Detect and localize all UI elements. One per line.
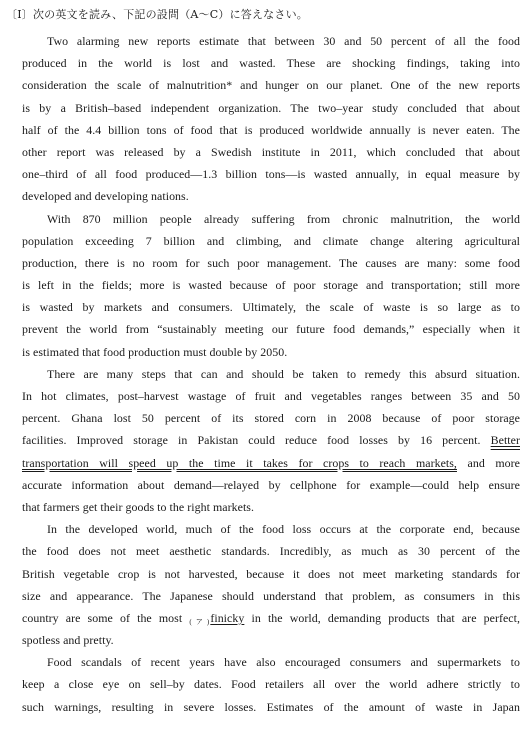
paragraph-1 [22, 30, 520, 208]
paragraph-line-text: in the world, demanding products that are perfect, [251, 610, 521, 625]
underlined-phrase-start: Better [490, 433, 520, 448]
underlined-keyword: finicky [210, 610, 245, 625]
paragraph-line: consideration the scale of malnutrition* and hunger on our planet. One of the new reports [22, 78, 520, 93]
paragraph-line [22, 452, 520, 474]
paragraph-line: is estimated that food production must double by 2050. [22, 344, 288, 359]
paragraph-line: Food scandals of recent years have also encouraged consumers and supermarkets to [47, 655, 520, 670]
paragraph-line: developed and developing nations. [22, 189, 189, 204]
paragraph-line [22, 429, 520, 451]
paragraph-line: is wasted by markets and consumers. Ultimately, the scale of waste is so large as to [22, 300, 520, 315]
question-header: 〔Ⅰ〕次の英文を読み、下記の設問（A～C）に答えなさい。 [6, 8, 308, 21]
paragraph-line: is left in the fields; more is wasted because of poor storage and transportation; still more [22, 278, 520, 293]
paragraph-line: is by a British–based independent organization. The two–year study concluded that about [22, 100, 520, 115]
paragraph-line: production, there is no room for such poor management. The causes are many: some food [22, 255, 520, 270]
paragraph-line: accurate information about demand—relayed by cellphone for example—could help ensure [22, 477, 520, 492]
paragraph-line-text: and more [467, 455, 521, 470]
paragraph-line: produced in the world is lost and wasted. These are shocking findings, taking into [22, 56, 520, 71]
paragraph-line: British vegetable crop is not harvested, because it does not meet marketing standards for [22, 566, 520, 581]
paragraph-line-text: country are some of the most [22, 610, 183, 625]
paragraph-line [22, 607, 520, 629]
paragraph-3 [22, 363, 520, 518]
paragraph-line: one–third of all food produced—1.3 billion tons—is wasted annually, in equal measure by [22, 167, 520, 182]
paragraph-line: size and appearance. The Japanese should understand that problem, as consumers in this [22, 588, 520, 603]
paragraph-line: With 870 million people already suffering from chronic malnutrition, the world [47, 211, 520, 226]
paragraph-line: prevent the world from “sustainably meeting our future food demands,” especially when it [22, 322, 520, 337]
paragraph-line: In hot climates, post–harvest wastage of fruit and vegetables ranges between 35 and 50 [22, 389, 520, 403]
paragraph-line: In the developed world, much of the food loss occurs at the corporate end, because [47, 522, 520, 537]
paragraph-line: that farmers get their goods to the right markets. [22, 499, 254, 514]
paragraph-line: Two alarming new reports estimate that between 30 and 50 percent of all the food [47, 34, 520, 48]
paragraph-line: spotless and pretty. [22, 633, 114, 648]
underlined-phrase: transportation will speed up the time it takes for crops to reach markets, [22, 455, 457, 470]
paragraph-line: such warnings, resulting in severe losses. Estimates of the amount of waste in Japan [22, 699, 520, 714]
paragraph-5 [22, 651, 520, 718]
passage [22, 30, 520, 718]
paragraph-line: the food does not meet aesthetic standards. Incredibly, as much as 30 percent of the [22, 544, 520, 559]
paragraph-4 [22, 518, 520, 651]
paragraph-line: There are many steps that can and should be taken to remedy this absurd situation. [47, 366, 520, 381]
paragraph-line-text: facilities. Improved storage in Pakistan could reduce food losses by 16 percent. [22, 433, 481, 448]
paragraph-line: half of the 4.4 billion tons of food that is produced worldwide annually is never eaten. The [22, 122, 520, 137]
paragraph-line: population exceeding 7 billion and climbing, and climate change altering agricultural [22, 233, 520, 248]
paragraph-line: keep a close eye on sell–by dates. Food retailers all over the world adhere strictly to [22, 677, 520, 692]
paragraph-2 [22, 208, 520, 363]
paragraph-line: other report was released by a Swedish institute in 2011, which concluded that about [22, 144, 520, 159]
paragraph-line: percent. Ghana lost 50 percent of its stored corn in 2008 because of poor storage [22, 411, 520, 426]
question-marker: (ア) [189, 617, 210, 626]
